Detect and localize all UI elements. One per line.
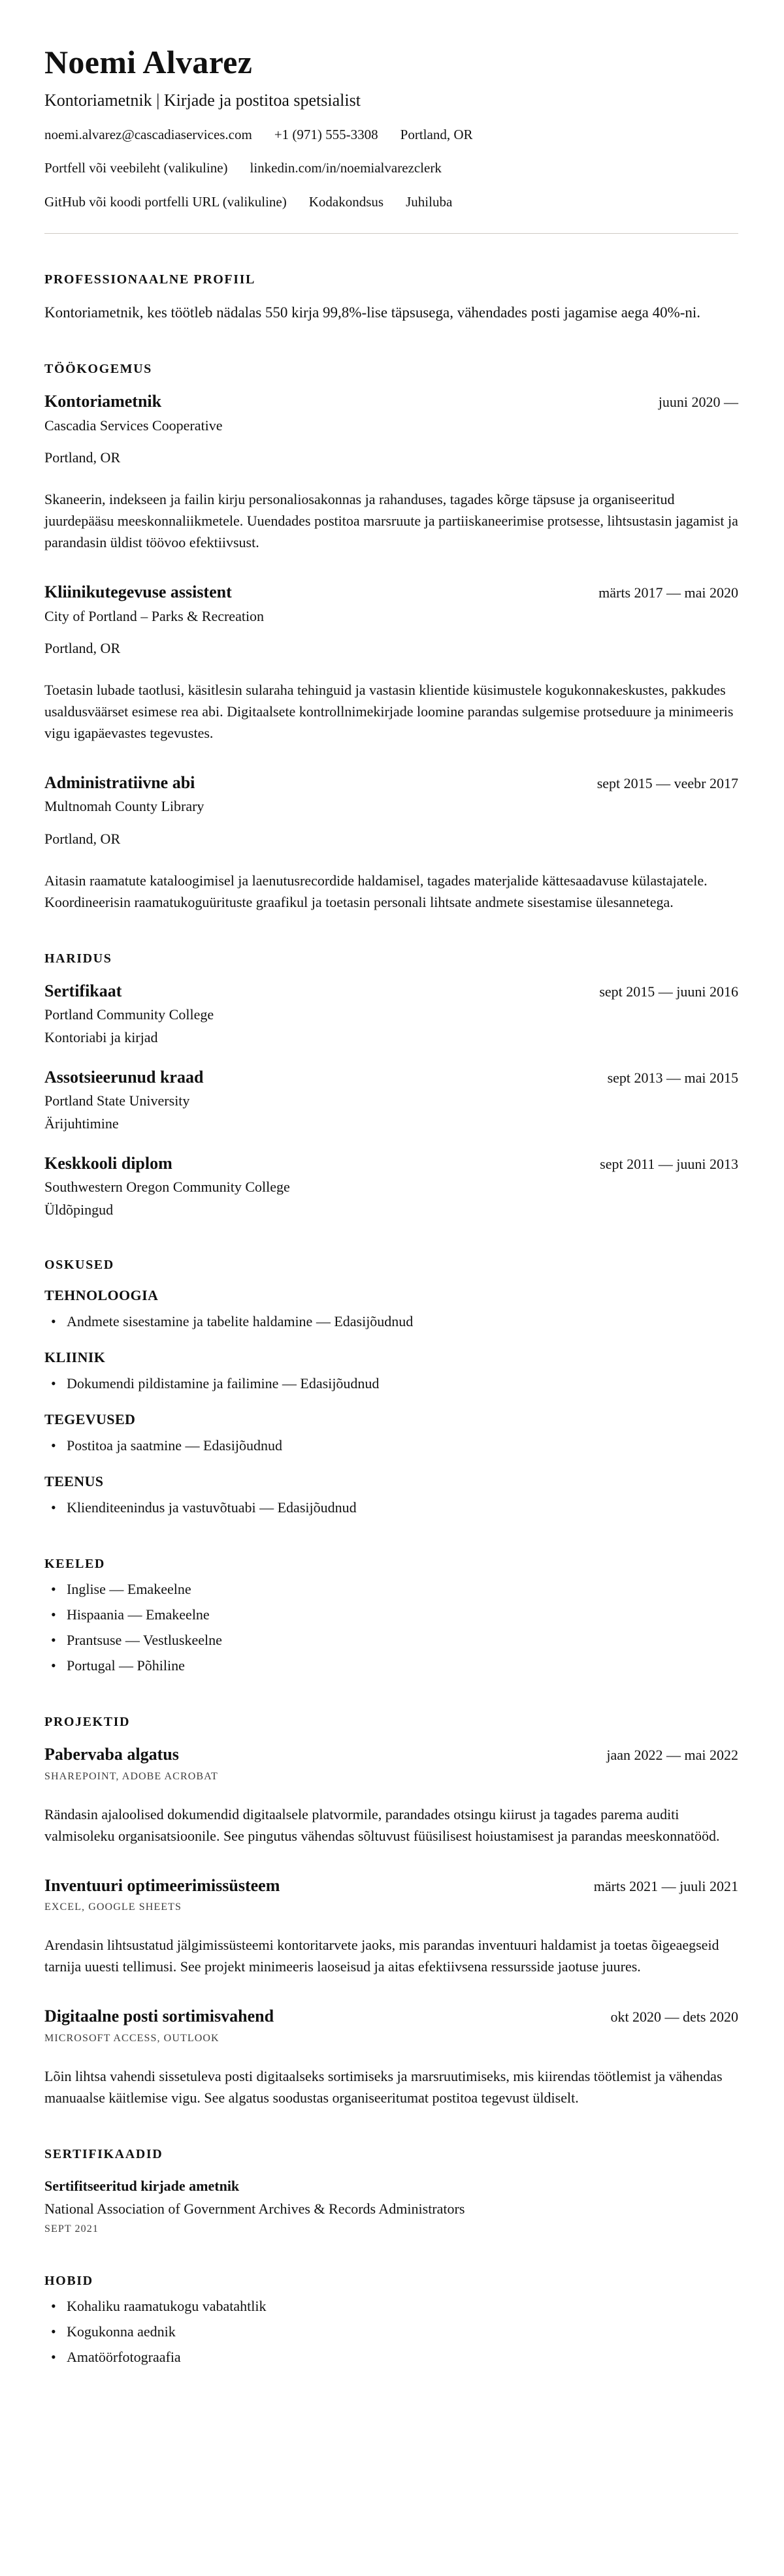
degree-title: Assotsieerunud kraad [44,1067,204,1087]
job-dates: sept 2015 — veebr 2017 [596,774,738,791]
section-profile [44,272,738,323]
skill-item: • Klienditeenindus ja vastuvõtuabi — Edasijõudnud [44,1497,738,1518]
field-of-study: Üldõpingud [44,1201,114,1218]
project-tools: MICROSOFT ACCESS, OUTLOOK [44,2032,220,2044]
skill-list [44,1435,738,1456]
section-projects [44,1714,738,2108]
skill-item: • Dokumendi pildistamine ja failimine — Edasijõudnud [44,1373,738,1394]
projects-heading: PROJEKTID [44,1715,131,1730]
project-dates: jaan 2022 — mai 2022 [606,1747,738,1764]
education-entry-head [44,981,738,1002]
skill-group [44,1287,738,1332]
hobby-item: • Kohaliku raamatukogu vabatahtlik [44,2295,738,2317]
field-of-study: Kontoriabi ja kirjad [44,1029,158,1046]
project-tools: EXCEL, GOOGLE SHEETS [44,1901,182,1913]
skill-group [44,1411,738,1456]
project-entry-head [44,2006,738,2027]
school-name: Southwestern Oregon Community College [44,1179,290,1196]
candidate-headline: Kontoriametnik | Kirjade ja postitoa spetsialist [44,91,361,110]
job-title: Administratiivne abi [44,772,195,792]
certification-title: Sertifitseeritud kirjade ametnik [44,2177,240,2194]
education-entry [44,1067,738,1134]
skill-item: • Andmete sisestamine ja tabelite haldamine — Edasijõudnud [44,1311,738,1332]
hobby-item: • Kogukonna aednik [44,2321,738,2342]
section-experience [44,361,738,913]
project-entry-head [44,1744,738,1766]
language-item: • Portugal — Põhiline [44,1655,738,1676]
profile-text: Kontoriametnik, kes töötleb nädalas 550 kirja 99,8%-lise täpsusega, vähendades posti jagamise aega 40%-ni. [44,304,701,321]
job-dates: märts 2017 — mai 2020 [598,584,738,601]
project-description: Arendasin lihtsustatud jälgimissüsteemi kontoritarvete jaoks, mis parandas inventuuri haldamist ja toetas õigeaegseid tarnija uuesti tellimusi. See projekt minimeeris laoseisud ja aitas efektiivsena ressursside jaotuse juures. [44,1937,719,1975]
job-location: Portland, OR [44,449,121,466]
skill-list [44,1373,738,1394]
skill-group-name: TEENUS [44,1473,104,1490]
project-description: Rändasin ajaloolised dokumendid digitaalsele platvormile, parandades otsingu kiirust ja tagades parema auditi valmisoleku organisatsioonile. See pingutus vähendas sõltuvust füüsilisest hoiustamisest ja parandas meeskonnatööd. [44,1805,720,1844]
contact-portfolio: Portfell või veebileht (valikuline) [44,160,228,176]
section-certifications [44,2146,738,2235]
skill-group [44,1473,738,1518]
project-entry [44,1744,738,1847]
project-title: Pabervaba algatus [44,1745,179,1764]
school-name: Portland Community College [44,1006,214,1023]
job-entry-head [44,582,738,603]
education-dates: sept 2011 — juuni 2013 [600,1155,738,1172]
project-entry [44,1875,738,1978]
skill-group-name: TEHNOLOOGIA [44,1287,159,1304]
project-entry [44,2006,738,2108]
job-description: Toetasin lubade taotlusi, käsitlesin sularaha tehinguid ja vastasin klientide küsimustele kogukonnakeskustes, pakkudes usaldusväärset esimese rea abi. Digitaalsete kontrollnimekirjade loomine parandas sulgemise protseduure ja minimeeris vigu igapäevastes tegevustes. [44,681,734,741]
contact-citizenship: Kodakondsus [308,193,384,210]
contact-row-1 [44,126,738,144]
project-tools: SHAREPOINT, ADOBE ACROBAT [44,1770,218,1782]
language-item: • Inglise — Emakeelne [44,1578,738,1600]
skill-item: • Postitoa ja saatmine — Edasijõudnud [44,1435,738,1456]
education-entry [44,981,738,1047]
education-dates: sept 2013 — mai 2015 [607,1069,738,1086]
school-name: Portland State University [44,1092,190,1109]
skill-list [44,1497,738,1518]
job-title: Kliinikutegevuse assistent [44,582,232,602]
contact-drivers-license: Juhiluba [406,193,453,210]
job-title: Kontoriametnik [44,392,162,411]
job-entry [44,582,738,744]
job-location: Portland, OR [44,831,121,848]
job-entry [44,772,738,913]
field-of-study: Ärijuhtimine [44,1115,119,1132]
job-location: Portland, OR [44,640,121,657]
project-dates: okt 2020 — dets 2020 [610,2009,738,2026]
contact-row-2 [44,159,738,177]
profile-heading: PROFESSIONAALNE PROFIIL [44,272,255,287]
hobby-item: • Amatöörfotograafia [44,2346,738,2368]
language-item: • Prantsuse — Vestluskeelne [44,1629,738,1651]
job-entry [44,391,738,553]
experience-heading: TÖÖKOGEMUS [44,362,152,377]
skill-group-name: TEGEVUSED [44,1411,136,1428]
project-entry-head [44,1875,738,1897]
job-dates: juuni 2020 — [658,394,738,411]
project-description: Lõin lihtsa vahendi sissetuleva posti digitaalseks sortimiseks ja marsruutimiseks, mis kiirendas töötlemist ja vähendas manuaalse käitlemise vigu. See algatus soodustas organiseeritumat postitoa tegevust üldiselt. [44,2067,723,2106]
education-heading: HARIDUS [44,951,112,966]
section-skills [44,1257,738,1518]
education-entry-head [44,1153,738,1175]
languages-heading: KEELED [44,1557,105,1572]
skills-heading: OSKUSED [44,1258,114,1273]
education-dates: sept 2015 — juuni 2016 [599,983,738,1000]
job-description: Aitasin raamatute kataloogimisel ja laenutusrecordide haldamisel, tagades materjalide kättesaadavuse külastajatele. Koordineerisin raamatukoguürituste graafikul ja toetasin personali lihtsate andmete sisestamise ülesannetega. [44,872,708,910]
education-entry [44,1153,738,1220]
job-entry-head [44,391,738,413]
project-title: Digitaalne posti sortimisvahend [44,2007,274,2026]
contact-email: noemi.alvarez@cascadiaservices.com [44,127,252,142]
certification-entry [44,2176,738,2235]
section-hobbies [44,2273,738,2368]
skill-list [44,1311,738,1332]
job-description: Skaneerin, indekseen ja failin kirju personaliosakonnas ja rahanduses, tagades kõrge täpsuse ja organiseeritud juurdepääsu meeskonnaliikmetele. Uuendades postitoa marsruute ja partiiskaneerimise protsesse, lihtsustasin jagamist ja parandasin üldist töövoo efektiivsust. [44,491,738,551]
skill-group-name: KLIINIK [44,1349,106,1366]
job-company: City of Portland – Parks & Recreation [44,607,265,624]
degree-title: Sertifikaat [44,981,122,1000]
section-languages [44,1556,738,1676]
project-title: Inventuuri optimeerimissüsteem [44,1875,280,1895]
candidate-name: Noemi Alvarez [44,44,253,80]
certification-date: SEPT 2021 [44,2223,99,2235]
skill-group [44,1349,738,1394]
contact-row-3 [44,193,738,211]
job-company: Multnomah County Library [44,798,204,815]
contact-phone: +1 (971) 555-3308 [274,127,378,142]
language-item: • Hispaania — Emakeelne [44,1604,738,1625]
degree-title: Keskkooli diplom [44,1153,172,1173]
job-company: Cascadia Services Cooperative [44,417,223,434]
header-divider [44,233,738,234]
contact-linkedin: linkedin.com/in/noemialvarezclerk [250,160,442,176]
education-entry-head [44,1067,738,1089]
language-list [44,1578,738,1676]
resume-header [44,44,738,234]
job-entry-head [44,772,738,794]
contact-location: Portland, OR [400,127,473,142]
certification-issuer: National Association of Government Archives & Records Administrators [44,2200,465,2217]
certifications-heading: SERTIFIKAADID [44,2146,163,2161]
section-education [44,951,738,1220]
hobby-list [44,2295,738,2368]
project-dates: märts 2021 — juuli 2021 [593,1877,738,1894]
contact-github: GitHub või koodi portfelli URL (valikuline) [44,193,287,210]
hobbies-heading: HOBID [44,2274,93,2289]
